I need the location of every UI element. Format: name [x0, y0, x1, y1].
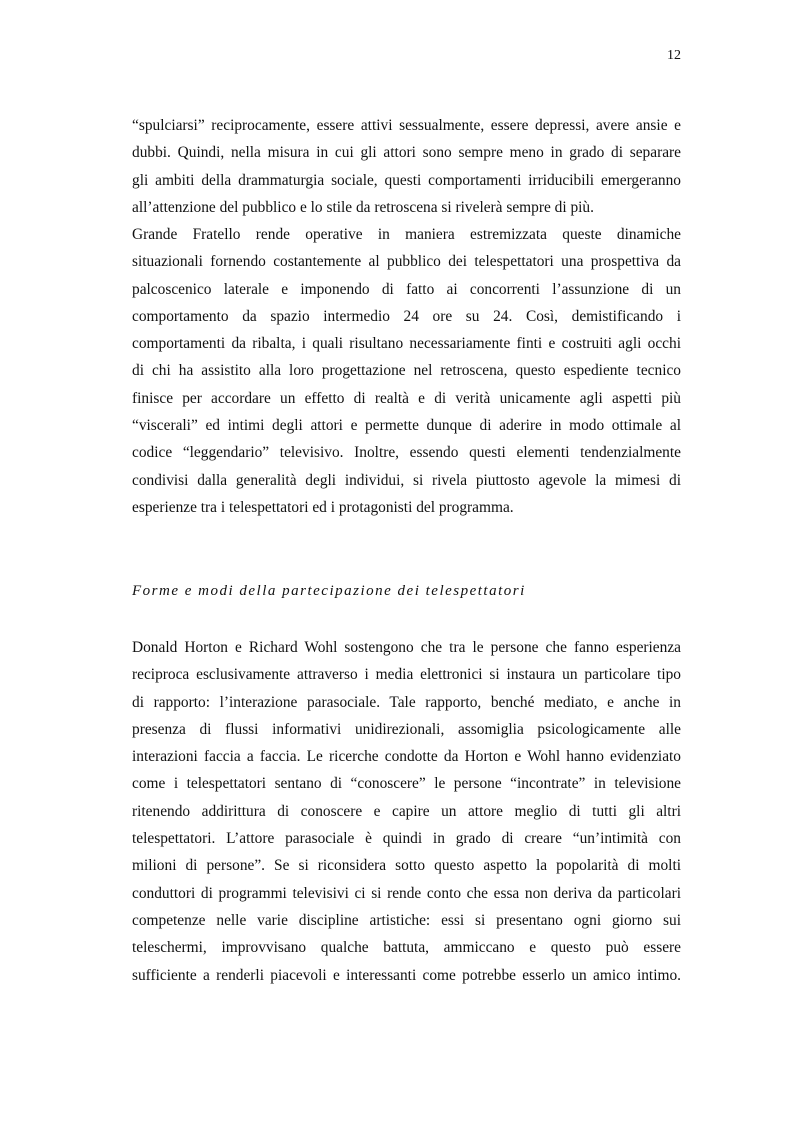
paragraph-2: [132, 221, 681, 521]
text-line: milioni di persone”. Se si riconsidera sotto questo aspetto la popolarità di molti: [132, 857, 681, 875]
text-line: conduttori di programmi televisivi ci si rende conto che essa non deriva da particolari: [132, 884, 681, 902]
text-line: “spulciarsi” reciprocamente, essere attivi sessualmente, essere depressi, avere ansie e: [132, 117, 681, 134]
text-line: teleschermi, improvvisano qualche battuta, ammiccano e questo può essere: [132, 939, 681, 957]
text-line: gli ambiti della drammaturgia sociale, questi comportamenti irriducibili emergeranno: [132, 171, 681, 189]
text-line: Grande Fratello rende operative in maniera estremizzata queste dinamiche: [132, 226, 681, 243]
text-line: dubbi. Quindi, nella misura in cui gli attori sono sempre meno in grado di separare: [132, 144, 681, 162]
text-line: competenze nelle varie discipline artistiche: essi si presentano ogni giorno sui: [132, 911, 681, 929]
text-line: finisce per accordare un effetto di realtà e di verità unicamente agli aspetti più: [132, 389, 681, 407]
text-line: reciproca esclusivamente attraverso i media elettronici si instaura un particolare tipo: [132, 666, 681, 684]
text-line: esperienze tra i telespettatori ed i protagonisti del programma.: [132, 498, 514, 516]
page-number: 12: [667, 48, 681, 63]
text-line: all’attenzione del pubblico e lo stile da retroscena si rivelerà sempre di più.: [132, 198, 594, 216]
text-line: comportamento da spazio intermedio 24 ore su 24. Così, demistificando i: [132, 307, 681, 325]
text-line: di chi ha assistito alla loro progettazione nel retroscena, questo espediente tecnico: [132, 362, 681, 380]
text-line: comportamenti da ribalta, i quali risultano necessariamente finti e costruiti agli occhi: [132, 335, 681, 353]
text-line: telespettatori. L’attore parasociale è quindi in grado di creare “un’intimità con: [132, 830, 681, 848]
text-line: “viscerali” ed intimi degli attori e permette dunque di aderire in modo ottimale al: [132, 417, 681, 435]
text-line: ritenendo addirittura di conoscere e capire un attore meglio di tutti gli altri: [132, 802, 681, 820]
text-line: Donald Horton e Richard Wohl sostengono che tra le persone che fanno esperienza: [132, 639, 681, 656]
text-line: interazioni faccia a faccia. Le ricerche condotte da Horton e Wohl hanno evidenziato: [132, 748, 681, 766]
text-line: sufficiente a renderli piacevoli e interessanti come potrebbe esserlo un amico intimo.: [132, 966, 681, 984]
paragraph-1: [132, 112, 681, 221]
text-line: come i telespettatori sentano di “conoscere” le persone “incontrate” in televisione: [132, 775, 681, 793]
paragraph-3: [132, 634, 681, 989]
section-heading: Forme e modi della partecipazione dei telespettatori: [132, 583, 526, 599]
text-line: codice “leggendario” televisivo. Inoltre, essendo questi elementi tendenzialmente: [132, 444, 681, 462]
text-line: palcoscenico laterale e imponendo di fatto ai concorrenti l’assunzione di un: [132, 280, 681, 298]
text-line: situazionali fornendo costantemente al pubblico dei telespettatori una prospettiva da: [132, 253, 681, 271]
text-line: condivisi dalla generalità degli individui, si rivela piuttosto agevole la mimesi di: [132, 471, 681, 489]
text-line: presenza di flussi informativi unidirezionali, assomiglia psicologicamente alle: [132, 720, 681, 738]
text-line: di rapporto: l’interazione parasociale. Tale rapporto, benché mediato, e anche in: [132, 693, 681, 711]
